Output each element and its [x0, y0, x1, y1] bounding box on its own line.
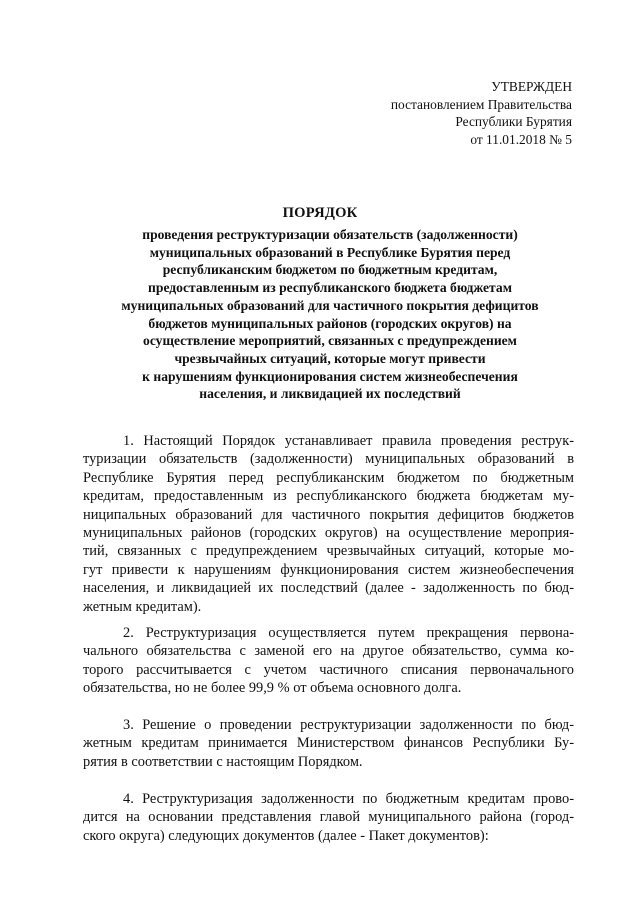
- subtitle-line: предоставленным из республиканского бюджета бюджетам: [148, 280, 512, 296]
- paragraph-line: 3. Решение о проведении реструктуризации задолженности по бюд-: [123, 717, 574, 733]
- paragraph-line: гут привести к нарушениям функционирования систем жизнеобеспечения: [83, 561, 574, 578]
- paragraph-line: 2. Реструктуризация осуществляется путем прекращения первона-: [123, 625, 574, 641]
- paragraph-line: дится на основании представления главой муниципального района (город-: [83, 809, 574, 826]
- subtitle-line: муниципальных образований в Республике Бурятия перед: [149, 244, 511, 260]
- paragraph-4: [83, 790, 574, 845]
- subtitle-line: осуществление мероприятий, связанных с предупреждением: [143, 333, 517, 349]
- subtitle-line: муниципальных образований для частичного покрытия дефицитов: [121, 297, 539, 313]
- paragraph-line: кредитам, предоставленным из республиканского бюджета бюджетам му-: [83, 488, 574, 505]
- approval-block: [272, 78, 572, 148]
- paragraph-line: чального обязательства с заменой его на другое обязательство, сумма ко-: [83, 643, 574, 660]
- paragraph-3: [83, 716, 574, 771]
- subtitle-line: проведения реструктуризации обязательств (задолженности): [142, 227, 518, 242]
- paragraph-line: 1. Настоящий Порядок устанавливает правила проведения реструк-: [123, 433, 574, 449]
- subtitle-line: населения, и ликвидацией их последствий: [199, 386, 461, 402]
- document-subtitle: [40, 226, 620, 403]
- paragraph-line: жетным кредитам принимается Министерством финансов Республики Бу-: [83, 735, 574, 752]
- paragraph-line: жетным кредитам).: [83, 598, 202, 615]
- paragraph-line: населения, и ликвидацией их последствий (далее - задолженность по бюд-: [83, 580, 574, 597]
- subtitle-line: к нарушениям функционирования систем жизнеобеспечения: [142, 368, 518, 384]
- approval-resolution-line: постановлением Правительства: [390, 96, 572, 112]
- paragraph-line: ского округа) следующих документов (далее - Пакет документов):: [83, 827, 489, 844]
- paragraph-2: [83, 624, 574, 698]
- approval-heading: УТВЕРЖДЕН: [491, 79, 572, 94]
- paragraph-line: ниципальных образований для частичного покрытия дефицитов бюджетов: [83, 506, 574, 523]
- document-title: ПОРЯДОК: [282, 205, 358, 221]
- paragraph-line: муниципальных районов (городских округов) на осуществление мероприя-: [83, 525, 574, 542]
- approval-date-number: от 11.01.2018 № 5: [470, 131, 572, 147]
- paragraph-line: рятия в соответствии с настоящим Порядком.: [83, 753, 363, 770]
- paragraph-line: туризации обязательств (задолженности) муниципальных образований в: [83, 451, 574, 468]
- subtitle-line: республиканским бюджетом по бюджетным кредитам,: [162, 262, 498, 278]
- subtitle-line: бюджетов муниципальных районов (городских округов) на: [148, 315, 512, 331]
- subtitle-line: чрезвычайных ситуаций, которые могут привести: [174, 350, 486, 366]
- paragraph-line: обязательства, но не более 99,9 % от объема основного долга.: [83, 680, 462, 697]
- paragraph-line: торого рассчитывается с учетом частичного списания первоначального: [83, 661, 574, 678]
- paragraph-line: 4. Реструктуризация задолженности по бюджетным кредитам прово-: [123, 791, 574, 807]
- paragraph-line: Республике Бурятия перед республиканским бюджетом по бюджетным: [83, 469, 574, 486]
- paragraph-1: [83, 432, 574, 616]
- paragraph-line: тий, связанных с предупреждением чрезвычайных ситуаций, которые мо-: [83, 543, 574, 560]
- approval-government-line: Республики Бурятия: [455, 114, 572, 129]
